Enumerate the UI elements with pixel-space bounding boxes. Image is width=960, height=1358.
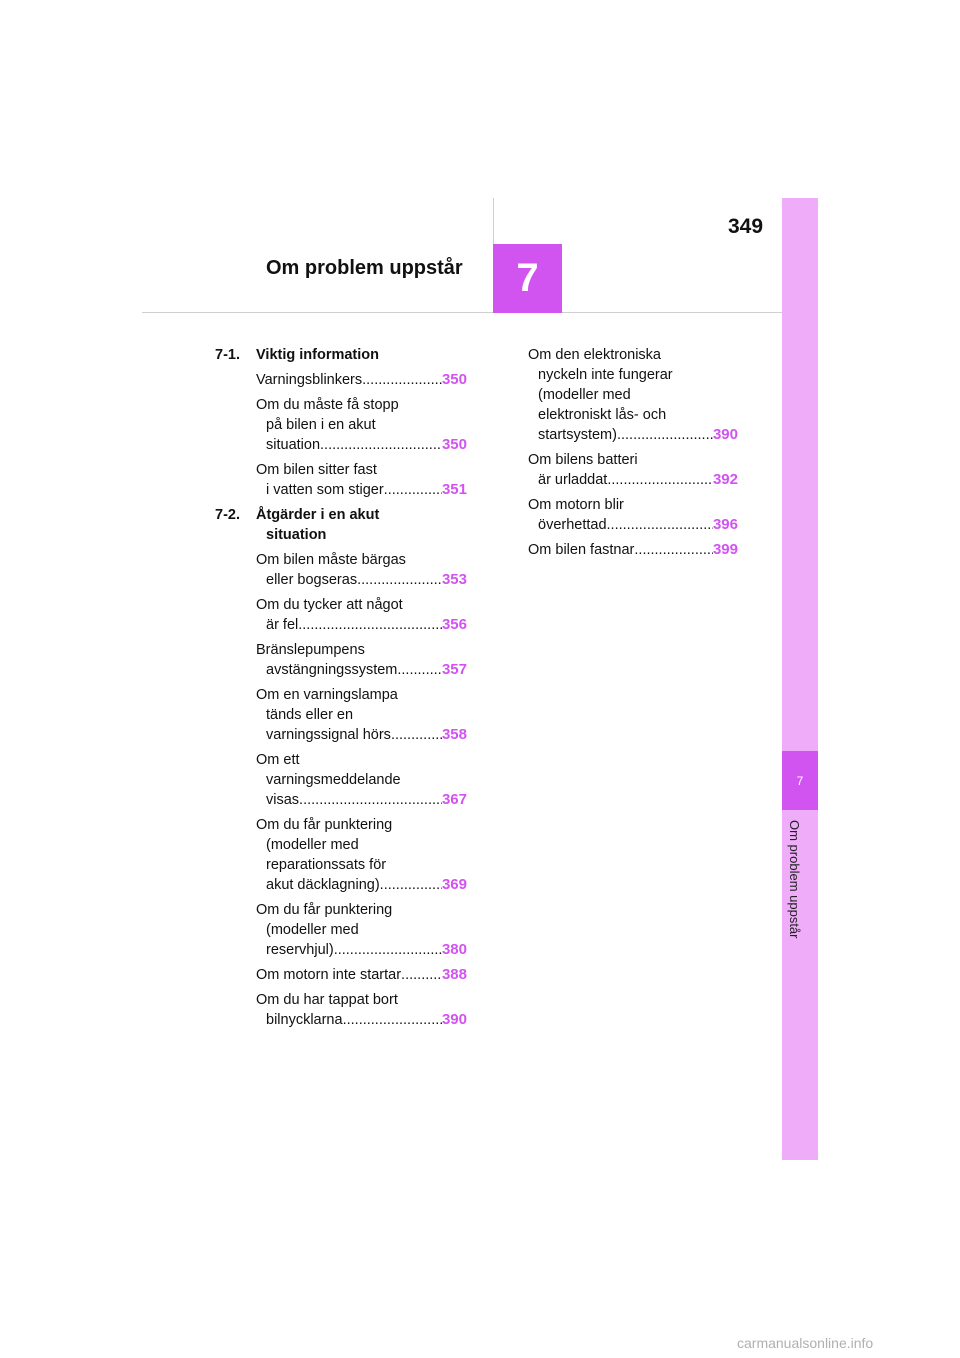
entry-text: startsystem) [538,427,617,443]
watermark: carmanualsonline.info [737,1335,874,1351]
page-ref[interactable]: 357 [441,661,467,678]
leader-dots [634,540,713,560]
entry-text: reservhjul) [266,942,334,958]
toc-entry[interactable] [215,370,467,390]
page-ref[interactable]: 380 [441,941,467,958]
side-tab-label: Om problem uppstår [787,820,802,939]
toc-entry[interactable] [215,900,467,960]
toc-section-7-2 [215,505,467,545]
entry-text: (modeller med [538,387,631,403]
page-ref[interactable]: 351 [441,481,467,498]
toc-entry[interactable] [215,640,467,680]
leader-dots [362,370,442,390]
toc-entry[interactable] [215,990,467,1030]
entry-text: (modeller med [266,922,359,938]
leader-dots [380,875,442,895]
entry-text: tänds eller en [266,707,354,723]
entry-text: Om motorn blir [528,497,624,513]
entry-text: varningsmeddelande [266,772,401,788]
entry-text: Om en varningslampa [256,687,398,703]
entry-text: (modeller med [266,837,359,853]
entry-text: Om bilen måste bärgas [256,552,406,568]
entry-text: Om du tycker att något [256,597,403,613]
page-ref[interactable]: 353 [441,571,467,588]
entry-text: avstängningssystem [266,662,398,678]
page-number: 349 [728,215,764,238]
leader-dots [391,725,442,745]
header-divider-vertical [493,198,494,244]
leader-dots [384,480,442,500]
leader-dots [607,470,713,490]
page-ref[interactable]: 392 [712,471,738,488]
entry-text: Om motorn inte startar [256,967,402,983]
entry-text: Om ett [256,752,300,768]
entry-text: överhettad [538,517,607,533]
entry-text: Om bilens batteri [528,452,638,468]
toc-entry[interactable] [528,450,738,490]
entry-text: i vatten som stiger [266,482,384,498]
section-title: Åtgärder i en akut [256,507,380,523]
entry-text: akut däcklagning) [266,877,380,893]
toc-entry[interactable] [528,345,738,445]
entry-text: Om bilen sitter fast [256,462,377,478]
toc-entry[interactable] [528,540,738,560]
toc-entry[interactable] [215,965,467,985]
toc-entry[interactable] [215,460,467,500]
entry-text: visas [266,792,300,808]
entry-text: Om du får punktering [256,902,393,918]
toc-entry[interactable] [215,595,467,635]
toc-entry[interactable] [215,550,467,590]
entry-text: situation [266,437,321,453]
entry-text: eller bogseras [266,572,358,588]
page-ref[interactable]: 396 [712,516,738,533]
page-ref[interactable]: 390 [441,1011,467,1028]
entry-text: Om du får punktering [256,817,393,833]
entry-text: är fel [266,617,299,633]
entry-text: elektroniskt lås- och [538,407,667,423]
section-number: 7-2. [215,507,240,523]
section-title: Viktig information [256,347,379,363]
toc-entry[interactable] [215,750,467,810]
entry-text: bilnycklarna [266,1012,343,1028]
chapter-number-box: 7 [493,244,562,313]
entry-text: Om du måste få stopp [256,397,399,413]
page-ref[interactable]: 369 [441,876,467,893]
entry-text: Bränslepumpens [256,642,365,658]
leader-dots [298,615,442,635]
page-ref[interactable]: 399 [712,541,738,558]
side-tab [782,198,818,1160]
entry-text: varningssignal hörs [266,727,391,743]
entry-text: Om bilen fastnar [528,542,635,558]
page-ref[interactable]: 356 [441,616,467,633]
page-ref[interactable]: 388 [441,966,467,983]
page-ref[interactable]: 350 [441,371,467,388]
section-number: 7-1. [215,347,240,363]
toc-entry[interactable] [215,395,467,455]
toc-entry[interactable] [215,815,467,895]
entry-text: Varningsblinkers [256,372,363,388]
leader-dots [343,1010,442,1030]
page-ref[interactable]: 358 [441,726,467,743]
chapter-title: Om problem uppstår [266,257,463,279]
section-title: situation [266,527,327,543]
entry-text: Om den elektroniska [528,347,661,363]
leader-dots [320,435,442,455]
leader-dots [401,965,442,985]
header-divider-horizontal [142,312,782,313]
entry-text: reparationssats för [266,857,387,873]
leader-dots [607,515,713,535]
entry-text: på bilen i en akut [266,417,376,433]
leader-dots [299,790,442,810]
leader-dots [357,570,442,590]
toc-entry[interactable] [215,685,467,745]
page-ref[interactable]: 367 [441,791,467,808]
leader-dots [397,660,442,680]
entry-text: är urladdat [538,472,608,488]
toc-entry[interactable] [528,495,738,535]
page-ref[interactable]: 350 [441,436,467,453]
toc-section-7-1 [215,345,467,365]
toc-left-column [215,345,467,1035]
entry-text: nyckeln inte fungerar [538,367,673,383]
page-ref[interactable]: 390 [712,426,738,443]
side-tab-number: 7 [782,751,818,810]
leader-dots [334,940,442,960]
entry-text: Om du har tappat bort [256,992,398,1008]
leader-dots [617,425,713,445]
toc-right-column [528,345,738,565]
